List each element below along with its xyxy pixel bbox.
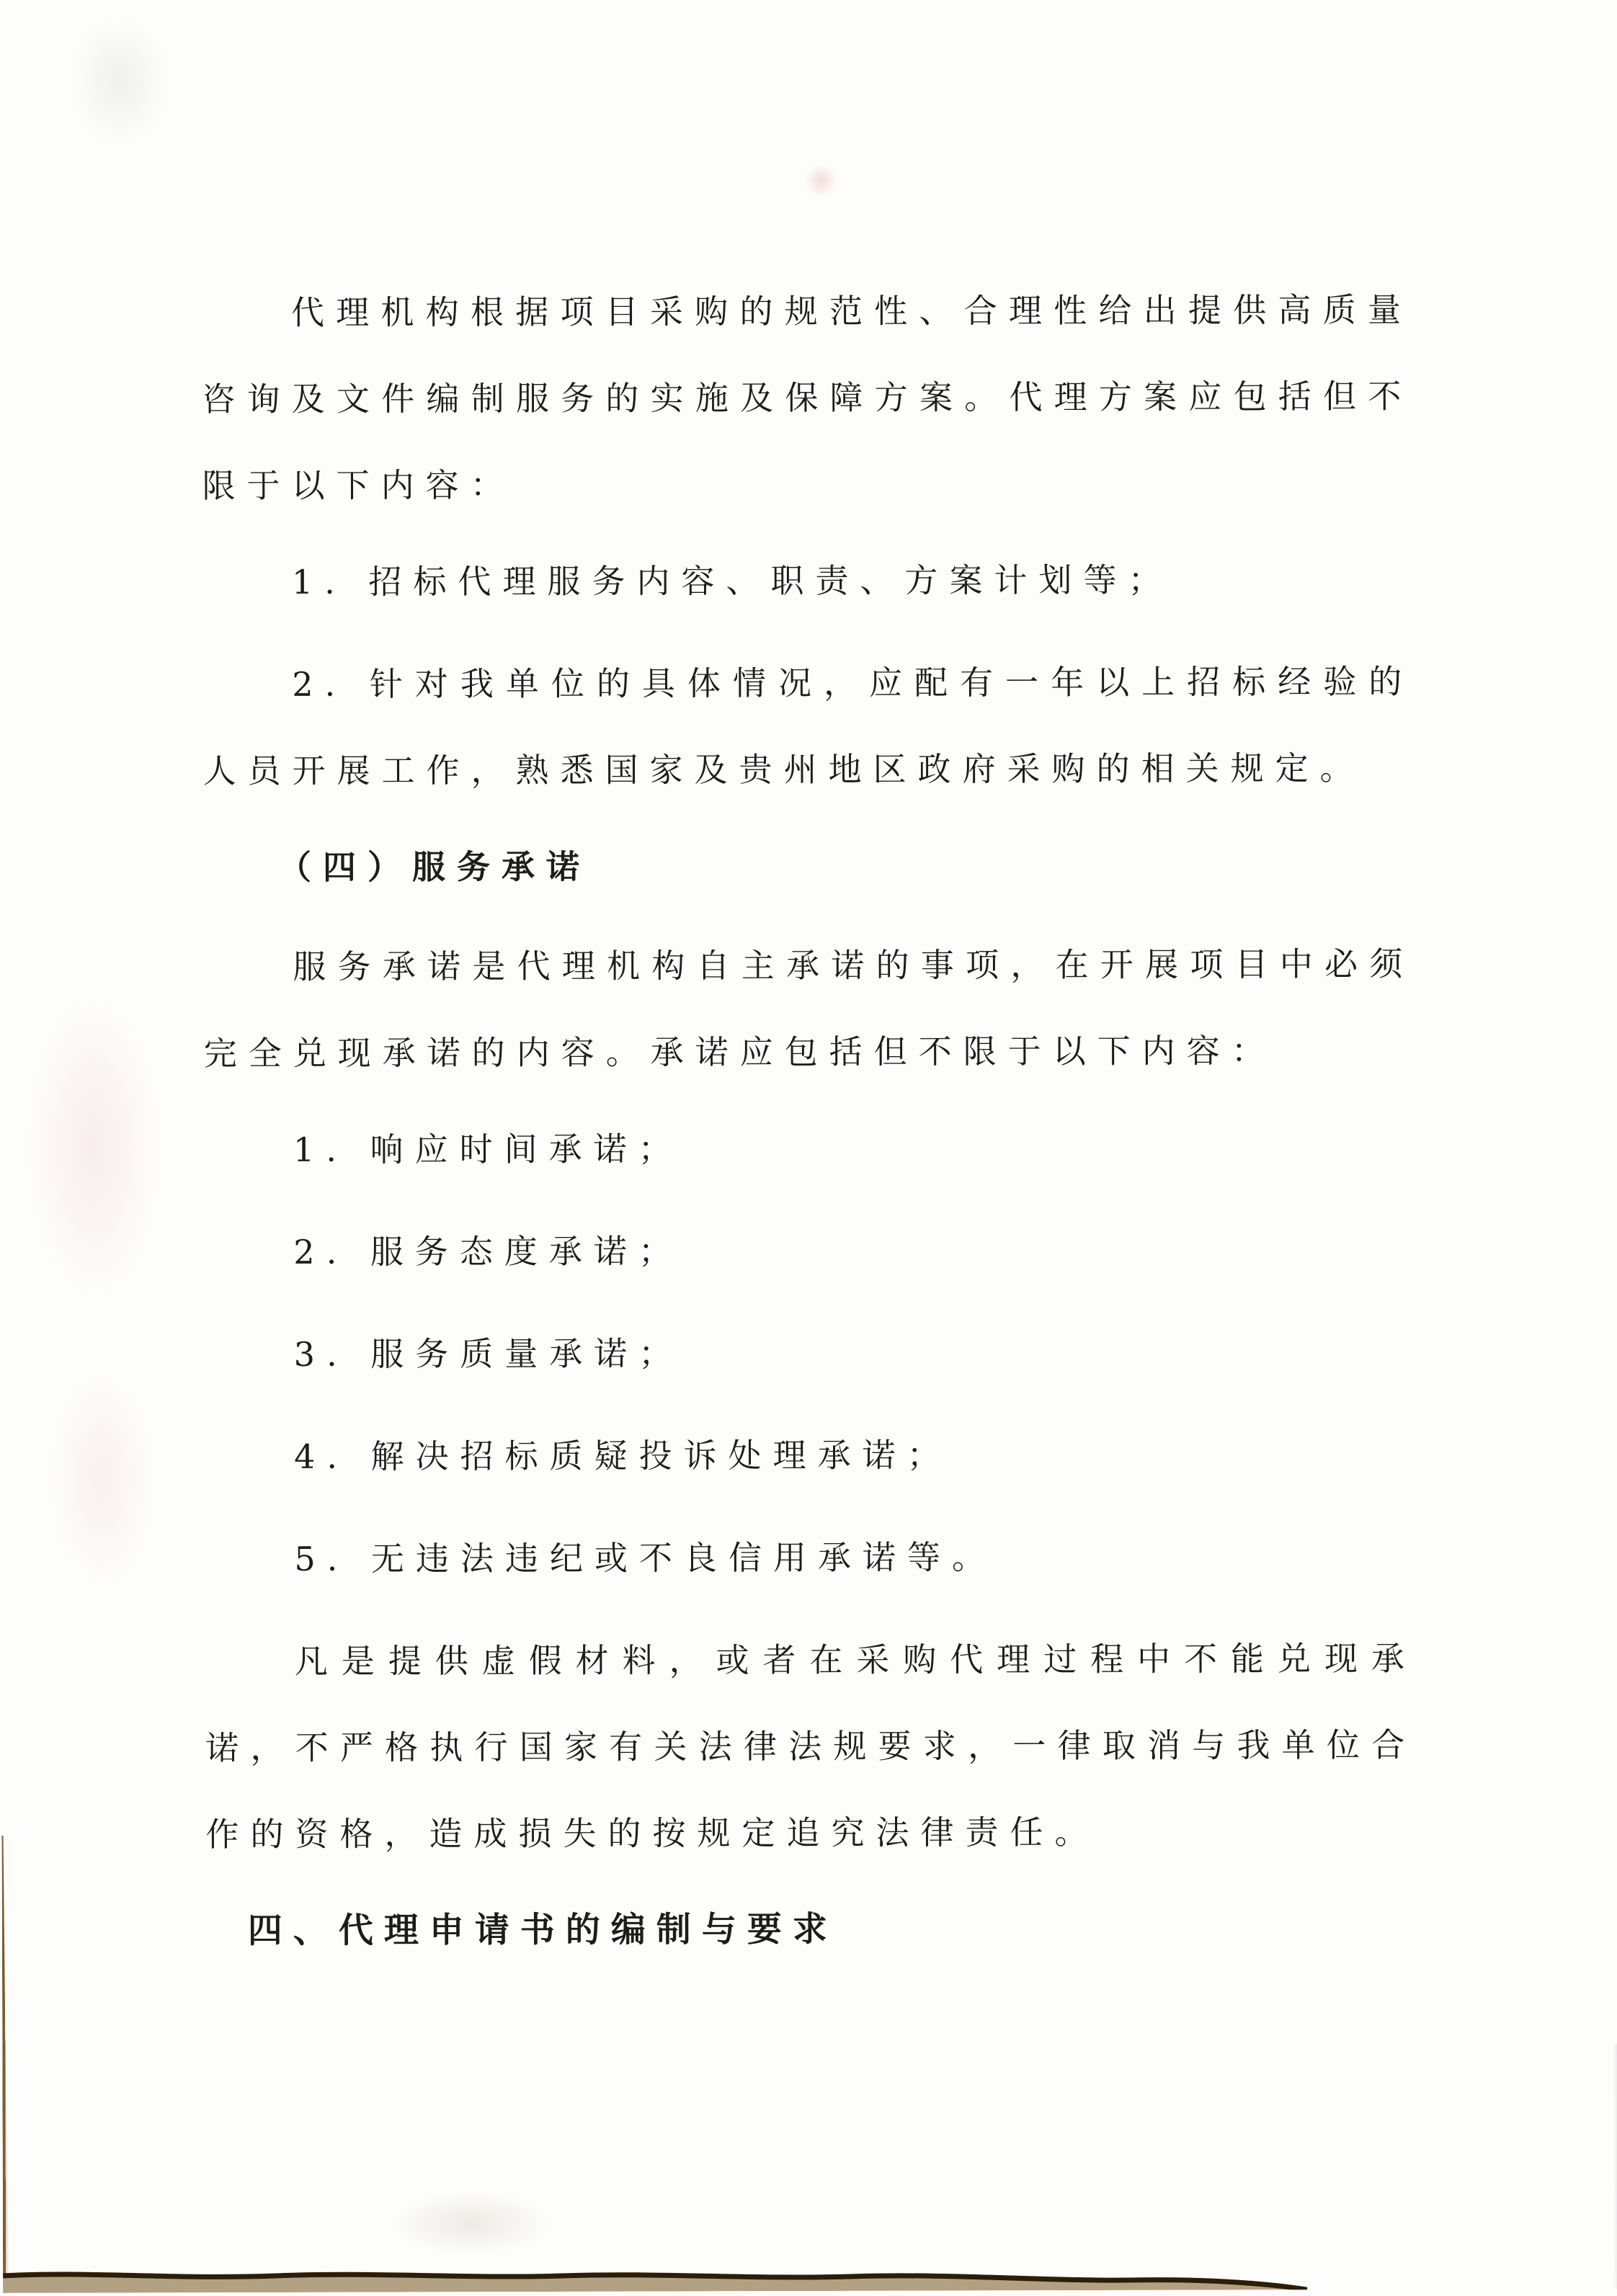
commitment-item-1: 1. 响应时间承诺；: [293, 1129, 683, 1169]
commitment-item-2: 2. 服务态度承诺；: [293, 1231, 683, 1272]
heading-service-commitment: （四）服务承诺: [277, 847, 592, 887]
scan-smudge: [51, 1370, 153, 1586]
scan-smudge: [28, 996, 159, 1298]
list-item-1: 1. 招标代理服务内容、职责、方案计划等；: [291, 560, 1173, 602]
document-body: [202, 267, 1417, 1984]
list-item-2: 2. 针对我单位的具体情况，应配有一年以上招标经验的人员开展工作，熟悉国家及贵州地区政府采购的相关规定。: [202, 661, 1414, 791]
commitment-item-4: 4. 解决招标质疑投诉处理承诺；: [294, 1435, 952, 1476]
scan-smudge: [69, 16, 170, 146]
page-right-edge-shadow: [1613, 2044, 1617, 2289]
page-bottom-edge: [3, 2265, 1307, 2293]
commitment-item-5: 5. 无违法违纪或不良信用承诺等。: [294, 1537, 997, 1578]
commitment-item-3: 3. 服务质量承诺；: [293, 1334, 684, 1374]
page-bottom-edge-shape: [3, 2265, 1307, 2293]
paragraph-agency-plan: 代理机构根据项目采购的规范性、合理性给出提供高质量咨询及文件编制服务的实施及保障方案。代理方案应包括但不限于以下内容：: [202, 290, 1413, 506]
paragraph-commitment-intro: 服务承诺是代理机构自主承诺的事项，在开展项目中必须完全兑现承诺的内容。承诺应包括但不限于以下内容：: [203, 944, 1415, 1073]
page-left-edge: [2, 1836, 10, 2293]
paragraph-penalty: 凡是提供虚假材料，或者在采购代理过程中不能兑现承诺，不严格执行国家有关法律法规要求，一律取消与我单位合作的资格，造成损失的按规定追究法律责任。: [205, 1638, 1417, 1854]
scan-smudge: [804, 164, 837, 197]
scan-smudge: [392, 2191, 551, 2256]
heading-section-four: 四、代理申请书的编制与要求: [247, 1908, 838, 1952]
